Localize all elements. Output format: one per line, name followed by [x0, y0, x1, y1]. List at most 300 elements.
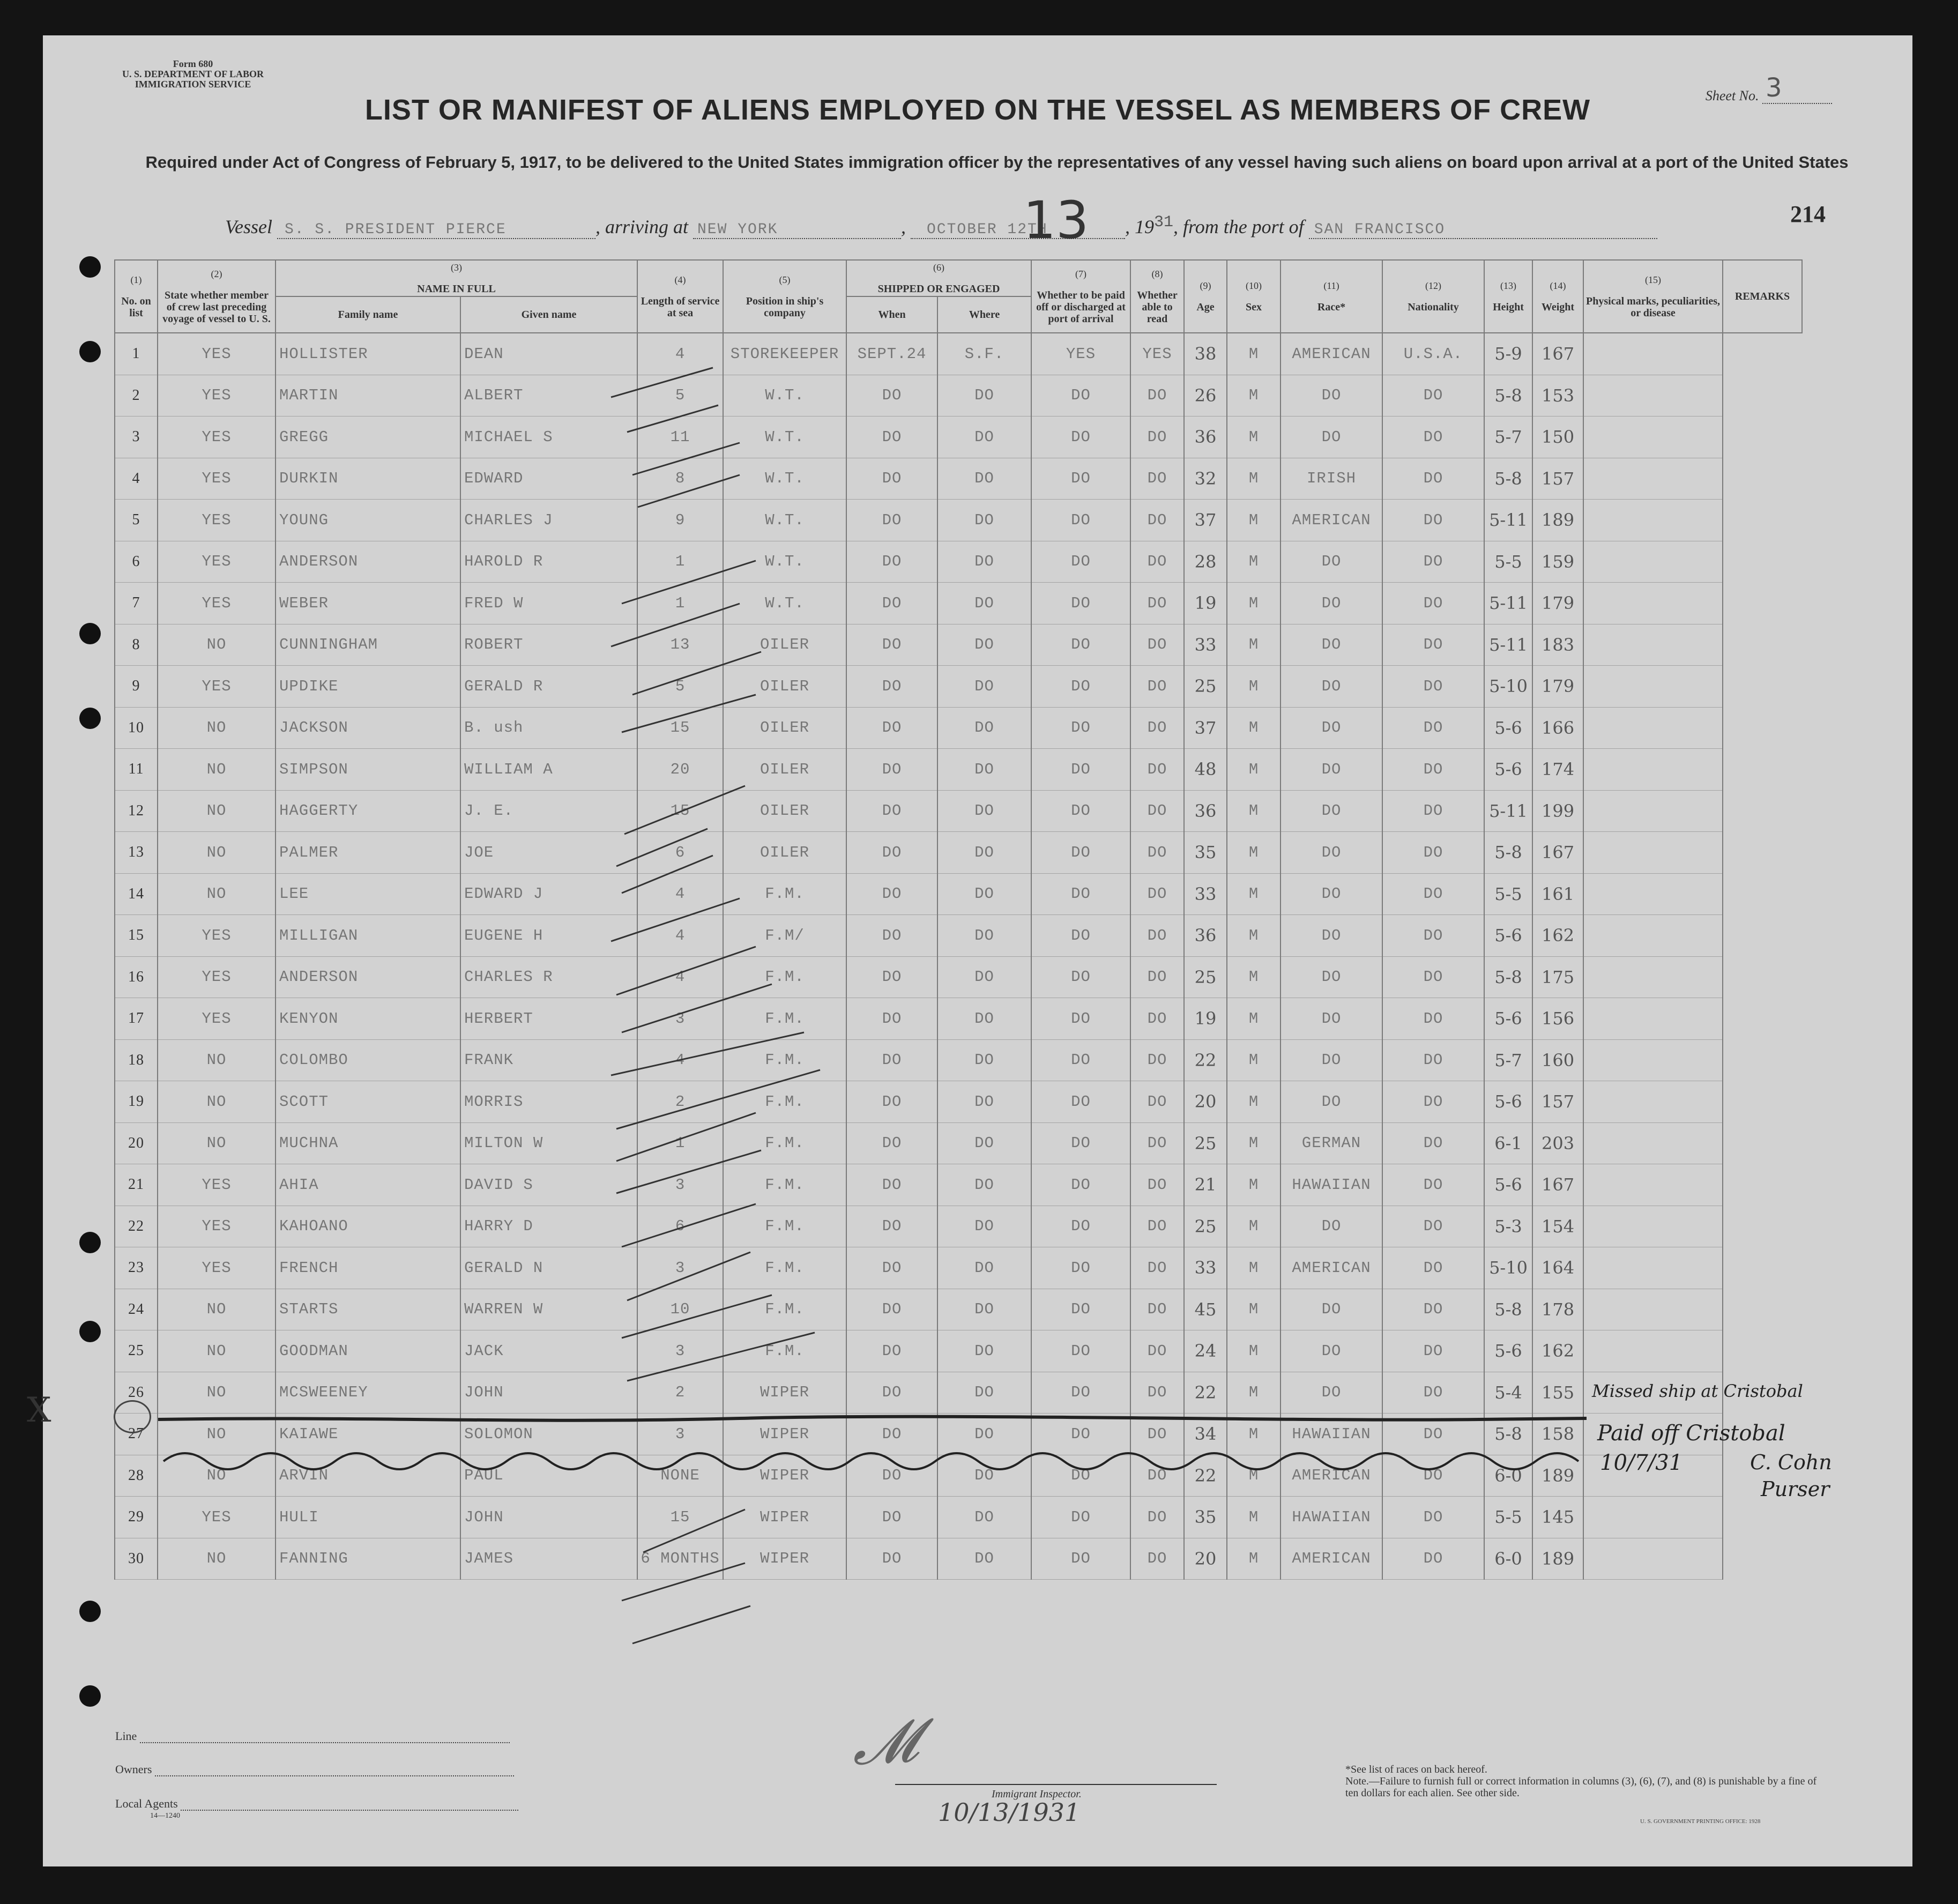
shipped-when-cell: DO	[846, 1206, 937, 1247]
weight-cell: 175	[1532, 956, 1583, 998]
height-cell: 5-11	[1484, 583, 1532, 624]
given-name-cell: JAMES	[460, 1538, 637, 1580]
sheet-number-value: 3	[1766, 73, 1782, 103]
last-voyage-cell: YES	[158, 1247, 276, 1289]
nationality-cell: DO	[1382, 416, 1484, 458]
race-cell: GERMAN	[1280, 1122, 1382, 1164]
row-number-cell: 11	[115, 749, 158, 791]
paid-off-cell: DO	[1031, 1414, 1130, 1455]
shipped-when-cell: DO	[846, 666, 937, 708]
nationality-cell: DO	[1382, 1039, 1484, 1081]
sex-cell: M	[1227, 1497, 1280, 1538]
service-length-cell: 2	[637, 1081, 723, 1123]
position-cell: F.M.	[723, 1289, 846, 1330]
age-cell: 19	[1184, 998, 1227, 1040]
service-length-cell: 1	[637, 583, 723, 624]
weight-cell: 203	[1532, 1122, 1583, 1164]
shipped-where-cell: DO	[937, 707, 1031, 749]
able-to-read-cell: DO	[1130, 1081, 1184, 1123]
position-cell: WIPER	[723, 1538, 846, 1580]
position-cell: W.T.	[723, 416, 846, 458]
family-name-cell: ANDERSON	[276, 541, 460, 583]
height-cell: 5-8	[1484, 375, 1532, 416]
able-to-read-cell: DO	[1130, 583, 1184, 624]
row-number-cell: 26	[115, 1372, 158, 1414]
shipped-when-cell: DO	[846, 1538, 937, 1580]
family-name-cell: GREGG	[276, 416, 460, 458]
height-cell: 6-0	[1484, 1455, 1532, 1497]
age-cell: 37	[1184, 707, 1227, 749]
row-number-cell: 22	[115, 1206, 158, 1247]
row-number-cell: 17	[115, 998, 158, 1040]
race-cell: DO	[1280, 956, 1382, 998]
owners-label: Owners	[115, 1762, 152, 1776]
manifest-sheet	[27, 35, 1912, 1866]
height-cell: 5-6	[1484, 915, 1532, 957]
shipped-where-cell: DO	[937, 1164, 1031, 1206]
col13-header: (13) Height	[1484, 260, 1532, 333]
nationality-cell: DO	[1382, 1081, 1484, 1123]
sex-cell: M	[1227, 624, 1280, 666]
race-cell: HAWAIIAN	[1280, 1497, 1382, 1538]
last-voyage-cell: NO	[158, 1414, 276, 1455]
position-cell: F.M.	[723, 873, 846, 915]
row-number-cell: 20	[115, 1122, 158, 1164]
age-cell: 22	[1184, 1372, 1227, 1414]
shipped-where-cell: DO	[937, 1122, 1031, 1164]
age-cell: 19	[1184, 583, 1227, 624]
year-prefix: , 19	[1125, 216, 1154, 237]
paid-off-cell: DO	[1031, 541, 1130, 583]
paid-off-cell: DO	[1031, 1455, 1130, 1497]
given-name-cell: WILLIAM A	[460, 749, 637, 791]
given-name-cell: HERBERT	[460, 998, 637, 1040]
family-name-cell: COLOMBO	[276, 1039, 460, 1081]
row-number-cell: 21	[115, 1164, 158, 1206]
arrival-date-handwritten: 13	[1023, 190, 1089, 250]
given-name-cell: SOLOMON	[460, 1414, 637, 1455]
family-name-cell: DURKIN	[276, 458, 460, 500]
position-cell: OILER	[723, 790, 846, 832]
weight-cell: 167	[1532, 832, 1583, 874]
height-cell: 6-0	[1484, 1538, 1532, 1580]
position-cell: OILER	[723, 707, 846, 749]
family-name-cell: FRENCH	[276, 1247, 460, 1289]
height-cell: 5-6	[1484, 749, 1532, 791]
sex-cell: M	[1227, 915, 1280, 957]
shipped-when-cell: DO	[846, 1122, 937, 1164]
paid-off-cell: DO	[1031, 832, 1130, 874]
remark-row26-signature: C. Cohn	[1750, 1451, 1832, 1474]
vessel-line: Vessel S. S. PRESIDENT PIERCE , arriving at NEW YORK , OCTOBER 12TH 13 , 1931, from the port of SAN FRANCISCO	[225, 213, 1657, 239]
shipped-where-cell: DO	[937, 500, 1031, 541]
given-name-cell: B. ush	[460, 707, 637, 749]
weight-cell: 154	[1532, 1206, 1583, 1247]
age-cell: 37	[1184, 500, 1227, 541]
sex-cell: M	[1227, 873, 1280, 915]
age-cell: 20	[1184, 1081, 1227, 1123]
where-header: Where	[937, 296, 1031, 333]
last-voyage-cell: NO	[158, 1372, 276, 1414]
service-length-cell: 5	[637, 666, 723, 708]
shipped-where-cell: DO	[937, 998, 1031, 1040]
paid-off-cell: DO	[1031, 998, 1130, 1040]
age-cell: 48	[1184, 749, 1227, 791]
shipped-where-cell: DO	[937, 458, 1031, 500]
position-cell: F.M.	[723, 956, 846, 998]
able-to-read-cell: DO	[1130, 1330, 1184, 1372]
paid-off-cell: DO	[1031, 1372, 1130, 1414]
race-cell: DO	[1280, 541, 1382, 583]
footnote-penalty: Note.—Failure to furnish full or correct information in columns (3), (6), (7), and (8) is punishable by a fine of ten dollars for each alien. See other side.	[1345, 1775, 1817, 1799]
family-name-cell: UPDIKE	[276, 666, 460, 708]
paid-off-cell: DO	[1031, 1206, 1130, 1247]
sex-cell: M	[1227, 956, 1280, 998]
last-voyage-cell: NO	[158, 1455, 276, 1497]
sex-cell: M	[1227, 500, 1280, 541]
agents-label: Local Agents	[115, 1797, 178, 1810]
race-cell: AMERICAN	[1280, 500, 1382, 541]
shipped-where-cell: DO	[937, 1497, 1031, 1538]
row-number-cell: 23	[115, 1247, 158, 1289]
nationality-cell: DO	[1382, 1122, 1484, 1164]
last-voyage-cell: YES	[158, 915, 276, 957]
family-name-header: Family name	[276, 296, 460, 333]
nationality-cell: DO	[1382, 624, 1484, 666]
shipped-where-cell: DO	[937, 1330, 1031, 1372]
year-suffix: 31	[1154, 213, 1174, 232]
paid-off-cell: DO	[1031, 1289, 1130, 1330]
position-cell: OILER	[723, 624, 846, 666]
height-cell: 5-6	[1484, 1164, 1532, 1206]
weight-cell: 167	[1532, 333, 1583, 375]
shipped-where-cell: DO	[937, 375, 1031, 416]
inspector-signature-mark: 𝓜	[850, 1706, 920, 1779]
paid-off-cell: DO	[1031, 1081, 1130, 1123]
row-number-cell: 13	[115, 832, 158, 874]
last-voyage-cell: NO	[158, 790, 276, 832]
height-cell: 5-8	[1484, 458, 1532, 500]
shipped-when-cell: DO	[846, 790, 937, 832]
shipped-when-cell: DO	[846, 1497, 937, 1538]
given-name-cell: ALBERT	[460, 375, 637, 416]
height-cell: 5-8	[1484, 832, 1532, 874]
nationality-cell: DO	[1382, 458, 1484, 500]
service-length-cell: 11	[637, 416, 723, 458]
able-to-read-cell: DO	[1130, 1247, 1184, 1289]
position-cell: OILER	[723, 832, 846, 874]
service-length-cell: 15	[637, 707, 723, 749]
nationality-cell: DO	[1382, 1455, 1484, 1497]
col7-header: (7) Whether to be paid off or discharged at port of arrival	[1031, 260, 1130, 333]
given-name-cell: HAROLD R	[460, 541, 637, 583]
last-voyage-cell: NO	[158, 624, 276, 666]
height-cell: 5-7	[1484, 1039, 1532, 1081]
paid-off-cell: DO	[1031, 749, 1130, 791]
service-length-cell: 13	[637, 624, 723, 666]
sex-cell: M	[1227, 1164, 1280, 1206]
nationality-cell: DO	[1382, 749, 1484, 791]
weight-cell: 157	[1532, 458, 1583, 500]
position-cell: WIPER	[723, 1497, 846, 1538]
position-cell: F.M.	[723, 1206, 846, 1247]
age-cell: 36	[1184, 915, 1227, 957]
sex-cell: M	[1227, 1538, 1280, 1580]
given-name-cell: EDWARD J	[460, 873, 637, 915]
able-to-read-cell: DO	[1130, 749, 1184, 791]
height-cell: 5-11	[1484, 790, 1532, 832]
nationality-cell: DO	[1382, 666, 1484, 708]
age-cell: 25	[1184, 956, 1227, 998]
service-length-cell: 6	[637, 1206, 723, 1247]
age-cell: 25	[1184, 1206, 1227, 1247]
nationality-cell: DO	[1382, 1247, 1484, 1289]
given-name-cell: MORRIS	[460, 1081, 637, 1123]
service-length-cell: 3	[637, 1247, 723, 1289]
sex-cell: M	[1227, 583, 1280, 624]
height-cell: 5-4	[1484, 1372, 1532, 1414]
inspector-label: Immigrant Inspector.	[992, 1788, 1082, 1800]
last-voyage-cell: NO	[158, 749, 276, 791]
age-cell: 32	[1184, 458, 1227, 500]
paid-off-cell: YES	[1031, 333, 1130, 375]
shipped-where-cell: DO	[937, 1372, 1031, 1414]
race-cell: DO	[1280, 915, 1382, 957]
paid-off-cell: DO	[1031, 1497, 1130, 1538]
shipped-when-cell: DO	[846, 1289, 937, 1330]
sex-cell: M	[1227, 666, 1280, 708]
height-cell: 5-6	[1484, 998, 1532, 1040]
family-name-cell: MUCHNA	[276, 1122, 460, 1164]
able-to-read-cell: DO	[1130, 1289, 1184, 1330]
family-name-cell: STARTS	[276, 1289, 460, 1330]
able-to-read-cell: DO	[1130, 915, 1184, 957]
row-number-cell: 24	[115, 1289, 158, 1330]
sex-cell: M	[1227, 1372, 1280, 1414]
race-cell: DO	[1280, 1081, 1382, 1123]
service-length-cell: 20	[637, 749, 723, 791]
family-name-cell: MARTIN	[276, 375, 460, 416]
when-header: When	[846, 296, 937, 333]
row-number-cell: 14	[115, 873, 158, 915]
age-cell: 25	[1184, 666, 1227, 708]
weight-cell: 155	[1532, 1372, 1583, 1414]
position-cell: F.M.	[723, 1039, 846, 1081]
service-length-cell: 9	[637, 500, 723, 541]
last-voyage-cell: NO	[158, 832, 276, 874]
able-to-read-cell: DO	[1130, 624, 1184, 666]
given-name-cell: JOE	[460, 832, 637, 874]
age-cell: 36	[1184, 790, 1227, 832]
shipped-when-cell: DO	[846, 873, 937, 915]
shipped-where-cell: DO	[937, 1247, 1031, 1289]
position-cell: F.M.	[723, 998, 846, 1040]
age-cell: 24	[1184, 1330, 1227, 1372]
sex-cell: M	[1227, 1206, 1280, 1247]
col8-header: (8) Whether able to read	[1130, 260, 1184, 333]
family-name-cell: FANNING	[276, 1538, 460, 1580]
shipped-where-cell: DO	[937, 749, 1031, 791]
position-cell: WIPER	[723, 1414, 846, 1455]
sex-cell: M	[1227, 1039, 1280, 1081]
shipped-when-cell: DO	[846, 500, 937, 541]
able-to-read-cell: DO	[1130, 541, 1184, 583]
age-cell: 22	[1184, 1455, 1227, 1497]
weight-cell: 189	[1532, 1538, 1583, 1580]
document-title: LIST OR MANIFEST OF ALIENS EMPLOYED ON THE VESSEL AS MEMBERS OF CREW	[364, 94, 1591, 126]
shipped-when-cell: DO	[846, 832, 937, 874]
family-name-cell: LEE	[276, 873, 460, 915]
service-length-cell: 4	[637, 1039, 723, 1081]
service-length-cell: 4	[637, 915, 723, 957]
nationality-cell: DO	[1382, 832, 1484, 874]
age-cell: 22	[1184, 1039, 1227, 1081]
able-to-read-cell: DO	[1130, 1206, 1184, 1247]
position-cell: WIPER	[723, 1455, 846, 1497]
last-voyage-cell: YES	[158, 416, 276, 458]
col15-header: (15) Physical marks, peculiarities, or disease	[1583, 260, 1723, 333]
remark-row26-title: Purser	[1761, 1477, 1830, 1501]
height-cell: 5-8	[1484, 1414, 1532, 1455]
weight-cell: 183	[1532, 624, 1583, 666]
service-length-cell: 6 MONTHS	[637, 1538, 723, 1580]
service-length-cell: 15	[637, 1497, 723, 1538]
given-name-cell: FRANK	[460, 1039, 637, 1081]
remark-row26-line2: 10/7/31	[1600, 1451, 1683, 1475]
weight-cell: 156	[1532, 998, 1583, 1040]
height-cell: 5-5	[1484, 873, 1532, 915]
age-cell: 38	[1184, 333, 1227, 375]
remarks-header: REMARKS	[1723, 260, 1802, 333]
col2-header: (2) State whether member of crew last preceding voyage of vessel to U. S.	[158, 260, 276, 333]
arriving-port: NEW YORK	[693, 221, 901, 239]
row-number-cell: 1	[115, 333, 158, 375]
given-name-cell: CHARLES R	[460, 956, 637, 998]
arriving-label: , arriving at	[595, 216, 688, 237]
shipped-where-cell: DO	[937, 1289, 1031, 1330]
sex-cell: M	[1227, 1081, 1280, 1123]
age-cell: 28	[1184, 541, 1227, 583]
family-name-cell: HAGGERTY	[276, 790, 460, 832]
paid-off-cell: DO	[1031, 375, 1130, 416]
position-cell: F.M.	[723, 1247, 846, 1289]
race-cell: DO	[1280, 873, 1382, 915]
family-name-cell: SCOTT	[276, 1081, 460, 1123]
from-port: SAN FRANCISCO	[1309, 221, 1657, 239]
last-voyage-cell: NO	[158, 1289, 276, 1330]
shipped-when-cell: DO	[846, 707, 937, 749]
height-cell: 5-7	[1484, 416, 1532, 458]
nationality-cell: DO	[1382, 915, 1484, 957]
given-name-cell: EUGENE H	[460, 915, 637, 957]
paid-off-cell: DO	[1031, 1122, 1130, 1164]
weight-cell: 189	[1532, 500, 1583, 541]
position-cell: F.M.	[723, 1081, 846, 1123]
col5-header: (5) Position in ship's company	[723, 260, 846, 333]
printer-imprint: U. S. GOVERNMENT PRINTING OFFICE: 1928	[1640, 1818, 1761, 1825]
weight-cell: 145	[1532, 1497, 1583, 1538]
paid-off-cell: DO	[1031, 915, 1130, 957]
nationality-cell: DO	[1382, 500, 1484, 541]
race-cell: AMERICAN	[1280, 1538, 1382, 1580]
weight-cell: 164	[1532, 1247, 1583, 1289]
row-number-cell: 28	[115, 1455, 158, 1497]
shipped-where-cell: DO	[937, 790, 1031, 832]
position-cell: F.M/	[723, 915, 846, 957]
nationality-cell: DO	[1382, 998, 1484, 1040]
sex-cell: M	[1227, 832, 1280, 874]
age-cell: 45	[1184, 1289, 1227, 1330]
shipped-when-cell: DO	[846, 541, 937, 583]
col11-header: (11) Race*	[1280, 260, 1382, 333]
family-name-cell: AHIA	[276, 1164, 460, 1206]
age-cell: 20	[1184, 1538, 1227, 1580]
last-voyage-cell: NO	[158, 1039, 276, 1081]
able-to-read-cell: DO	[1130, 790, 1184, 832]
able-to-read-cell: DO	[1130, 707, 1184, 749]
last-voyage-cell: YES	[158, 1497, 276, 1538]
shipped-where-cell: DO	[937, 1455, 1031, 1497]
able-to-read-cell: DO	[1130, 666, 1184, 708]
footnote-races: *See list of races on back hereof.	[1345, 1764, 1487, 1775]
age-cell: 21	[1184, 1164, 1227, 1206]
shipped-when-cell: DO	[846, 583, 937, 624]
paid-off-cell: DO	[1031, 500, 1130, 541]
service-length-cell: 2	[637, 1372, 723, 1414]
family-name-cell: HULI	[276, 1497, 460, 1538]
able-to-read-cell: DO	[1130, 1455, 1184, 1497]
inspector-date: 10/13/1931	[938, 1798, 1081, 1827]
family-name-cell: MCSWEENEY	[276, 1372, 460, 1414]
given-name-cell: GERALD R	[460, 666, 637, 708]
paid-off-cell: DO	[1031, 458, 1130, 500]
line-label: Line	[115, 1729, 137, 1743]
row-number-cell: 3	[115, 416, 158, 458]
able-to-read-cell: DO	[1130, 1414, 1184, 1455]
last-voyage-cell: YES	[158, 458, 276, 500]
shipped-where-cell: DO	[937, 832, 1031, 874]
height-cell: 5-5	[1484, 541, 1532, 583]
last-voyage-cell: YES	[158, 541, 276, 583]
row-number-cell: 27	[115, 1414, 158, 1455]
able-to-read-cell: YES	[1130, 333, 1184, 375]
nationality-cell: DO	[1382, 583, 1484, 624]
weight-cell: 159	[1532, 541, 1583, 583]
able-to-read-cell: DO	[1130, 458, 1184, 500]
shipped-when-cell: DO	[846, 1414, 937, 1455]
given-name-cell: GERALD N	[460, 1247, 637, 1289]
shipped-where-cell: DO	[937, 1206, 1031, 1247]
nationality-cell: DO	[1382, 1497, 1484, 1538]
paid-off-cell: DO	[1031, 624, 1130, 666]
col4-header: (4) Length of service at sea	[637, 260, 723, 333]
race-cell: DO	[1280, 416, 1382, 458]
age-cell: 35	[1184, 1497, 1227, 1538]
paid-off-cell: DO	[1031, 1538, 1130, 1580]
able-to-read-cell: DO	[1130, 375, 1184, 416]
col1-header: (1) No. on list	[115, 260, 158, 333]
weight-cell: 150	[1532, 416, 1583, 458]
position-cell: OILER	[723, 666, 846, 708]
sex-cell: M	[1227, 333, 1280, 375]
height-cell: 5-8	[1484, 1289, 1532, 1330]
shipped-when-cell: DO	[846, 1164, 937, 1206]
service-length-cell: 8	[637, 458, 723, 500]
sex-cell: M	[1227, 1122, 1280, 1164]
shipped-when-cell: DO	[846, 458, 937, 500]
nationality-cell: DO	[1382, 375, 1484, 416]
able-to-read-cell: DO	[1130, 1372, 1184, 1414]
